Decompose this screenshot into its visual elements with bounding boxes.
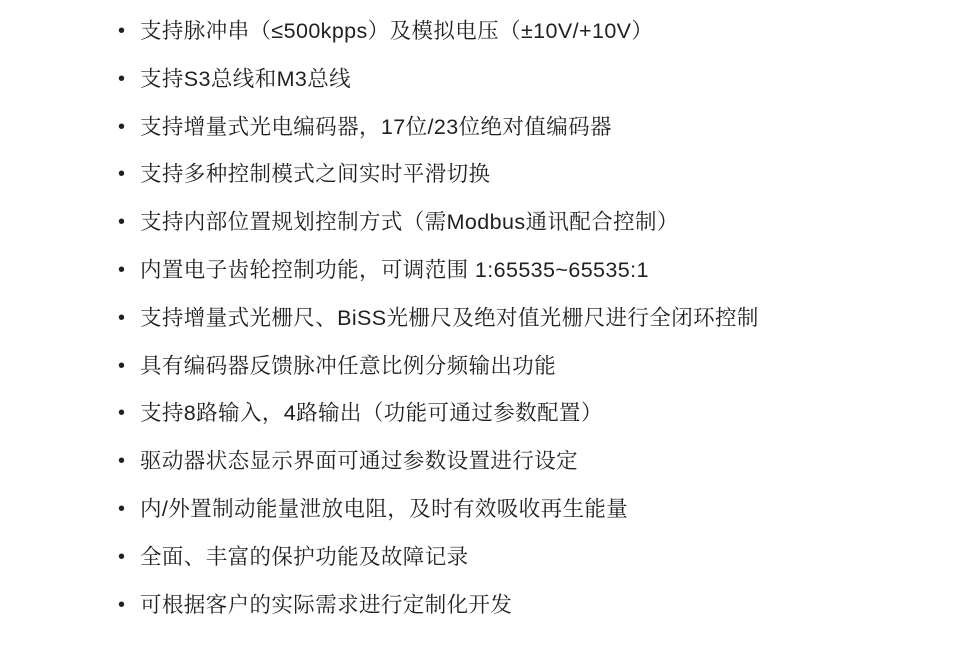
list-item — [0, 56, 962, 104]
list-item — [0, 582, 962, 630]
list-item — [0, 104, 962, 152]
list-item-label: 具有编码器反馈脉冲任意比例分频输出功能 — [140, 353, 557, 378]
list-item-label: 全面、丰富的保护功能及故障记录 — [140, 544, 469, 569]
bullet-icon: • — [118, 258, 126, 281]
list-item-label: 支持8路输入，4路输出（功能可通过参数配置） — [140, 401, 603, 426]
list-item — [0, 534, 962, 582]
list-item-label: 支持多种控制模式之间实时平滑切换 — [140, 162, 491, 187]
list-item-label: 内/外置制动能量泄放电阻，及时有效吸收再生能量 — [140, 496, 629, 521]
bullet-icon: • — [118, 545, 126, 568]
list-item-label: 支持内部位置规划控制方式（需Modbus通讯配合控制） — [140, 210, 679, 235]
list-item — [0, 199, 962, 247]
bullet-icon: • — [118, 593, 126, 616]
list-item — [0, 486, 962, 534]
list-item — [0, 295, 962, 343]
list-item — [0, 151, 962, 199]
bullet-icon: • — [118, 450, 126, 473]
bullet-icon: • — [118, 67, 126, 90]
bullet-icon: • — [118, 306, 126, 329]
bullet-icon: • — [118, 497, 126, 520]
list-item — [0, 8, 962, 56]
list-item-label: 支持增量式光电编码器，17位/23位绝对值编码器 — [140, 114, 612, 139]
bullet-icon: • — [118, 20, 126, 42]
bullet-icon: • — [118, 354, 126, 377]
list-item — [0, 438, 962, 486]
list-item-label: 支持S3总线和M3总线 — [140, 66, 352, 91]
list-item — [0, 390, 962, 438]
bullet-icon: • — [118, 163, 126, 186]
list-item — [0, 343, 962, 391]
bullet-icon: • — [118, 115, 126, 138]
list-item-label: 内置电子齿轮控制功能，可调范围 1:65535~65535:1 — [140, 257, 649, 282]
list-item-label: 驱动器状态显示界面可通过参数设置进行设定 — [140, 449, 579, 474]
list-item-label: 支持脉冲串（≤500kpps）及模拟电压（±10V/+10V） — [140, 19, 654, 43]
bullet-icon: • — [118, 211, 126, 234]
list-item — [0, 247, 962, 295]
list-item-label: 可根据客户的实际需求进行定制化开发 — [140, 592, 513, 617]
list-item-label: 支持增量式光栅尺、BiSS光栅尺及绝对值光栅尺进行全闭环控制 — [140, 305, 759, 330]
bullet-icon: • — [118, 402, 126, 425]
